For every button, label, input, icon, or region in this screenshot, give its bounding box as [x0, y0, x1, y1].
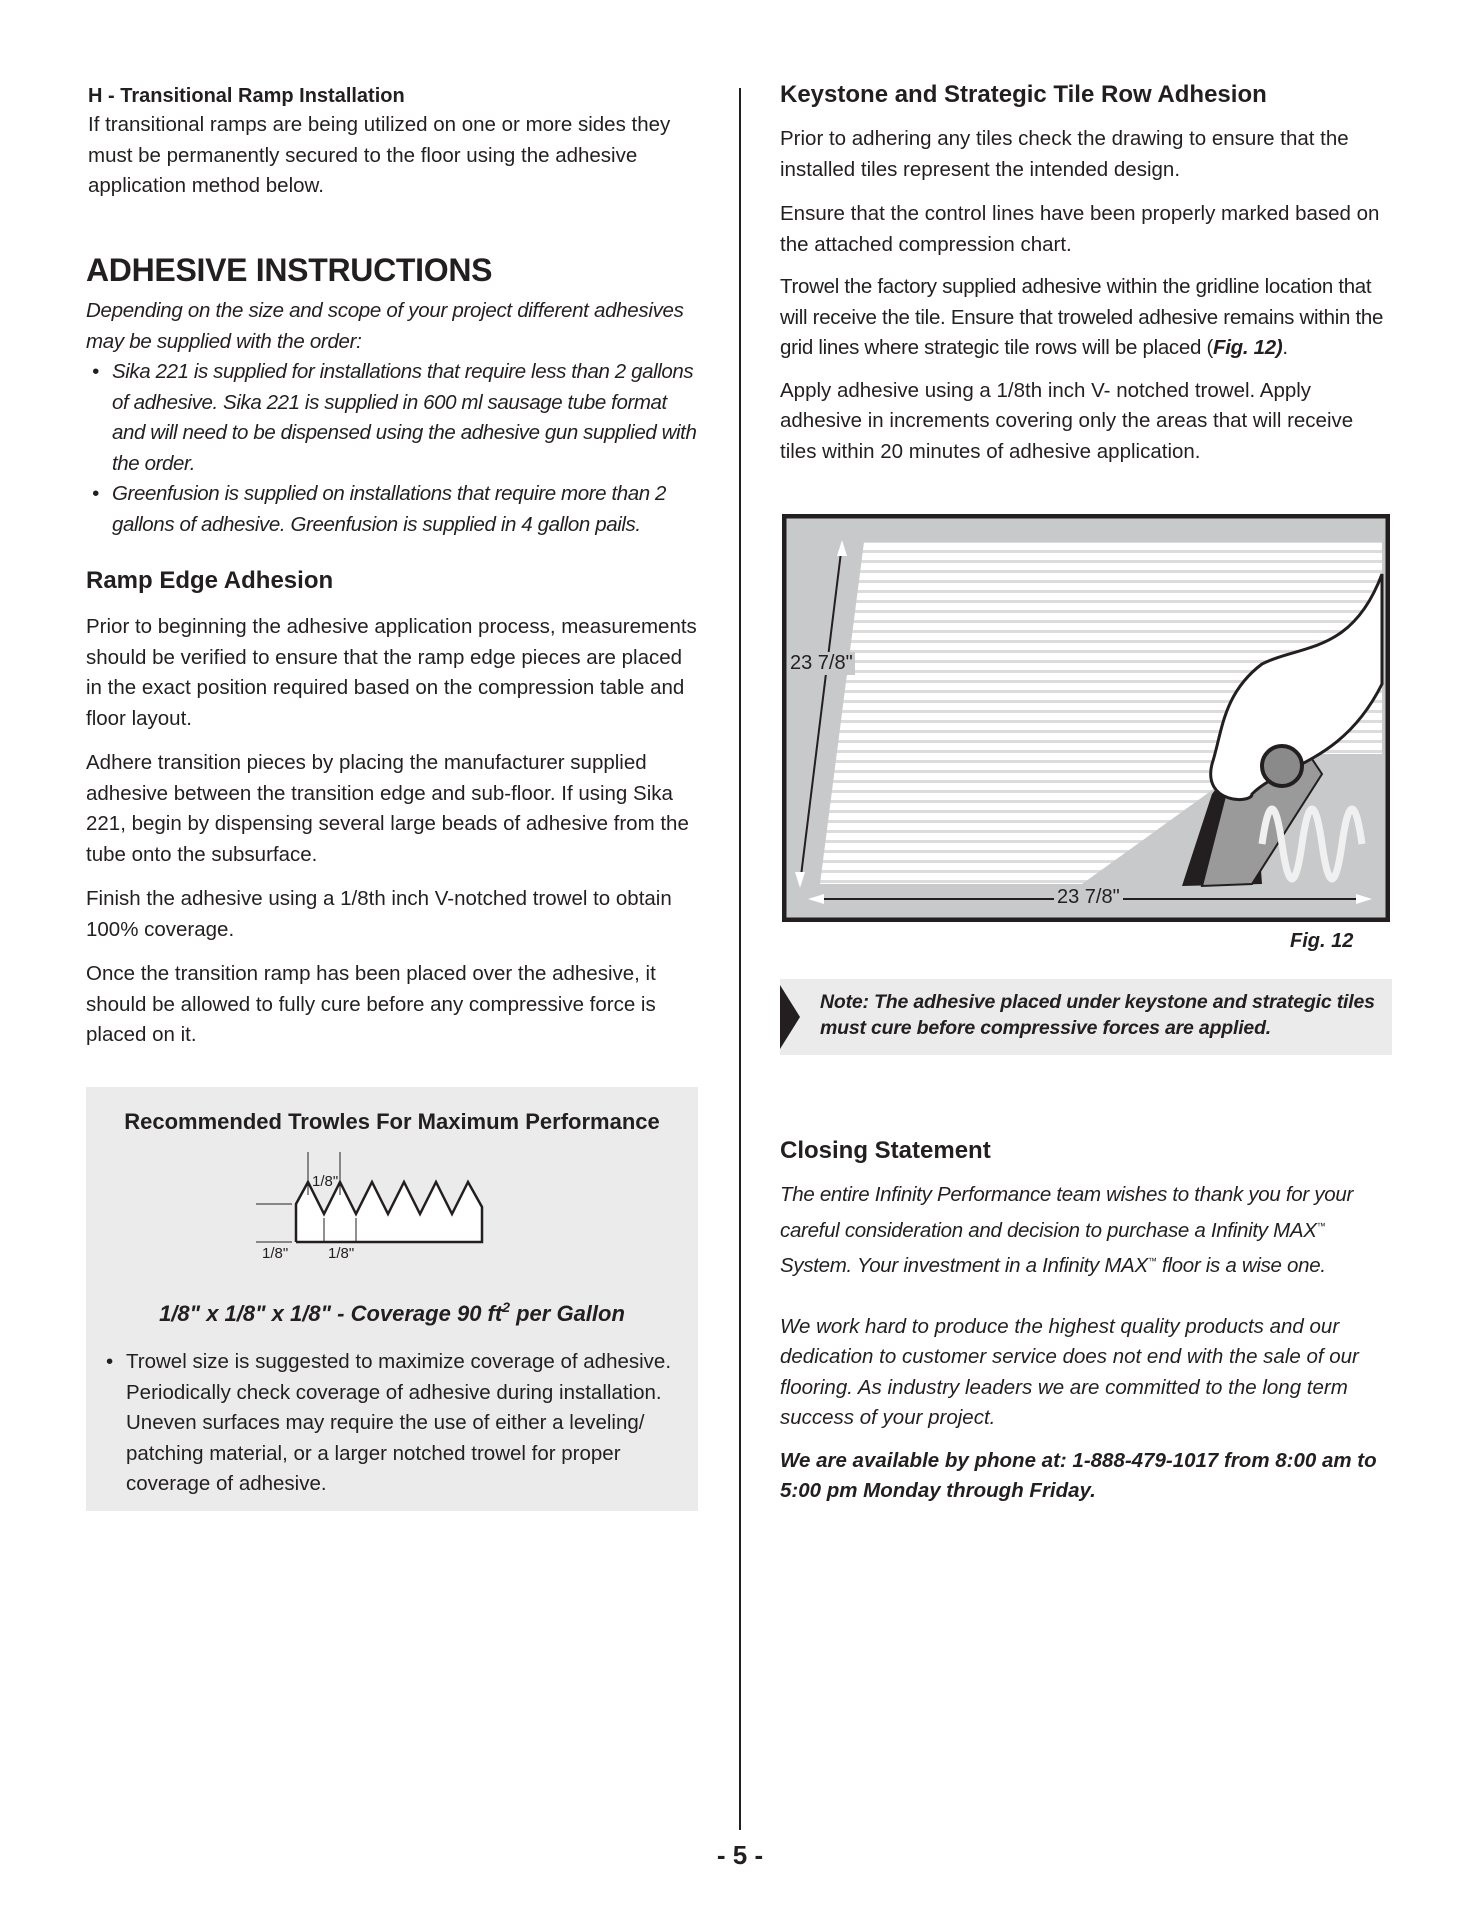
bullet-text: Greenfusion is supplied on installations that require more than 2 gallons of adhesive. Greenfusion is supplied in 4 gallon pails. — [112, 482, 667, 536]
section-h-title: H - Transitional Ramp Installation — [88, 85, 405, 107]
adhesive-bullet — [86, 357, 700, 479]
ramp-edge-title: Ramp Edge Adhesion — [86, 567, 334, 594]
figure-caption: Fig. 12 — [1290, 930, 1354, 952]
ramp-edge-paragraph: Adhere transition pieces by placing the manufacturer supplied adhesive between the transition edge and sub-floor. If using Sika 221, begin by dispensing several large beads of adhesive from the tube onto the subsurface. — [86, 751, 689, 866]
caption-text: 1/8" x 1/8" x 1/8" - Coverage 90 ft — [159, 1301, 503, 1326]
horizontal-dimension-label: 23 7/8" — [1054, 886, 1123, 909]
keystone-paragraph: Apply adhesive using a 1/8th inch V- notched trowel. Apply adhesive in increments covering only the areas that will receive tiles within 20 minutes of adhesive application. — [780, 378, 1354, 463]
closing-contact: We are available by phone at: 1-888-479-1017 from 8:00 am to 5:00 pm Monday through Friday. — [780, 1448, 1377, 1502]
trowel-bullet — [100, 1347, 706, 1500]
bullet-glyph: • — [106, 1350, 114, 1373]
figure-reference: Fig. 12) — [1213, 336, 1283, 359]
ramp-edge-paragraph: Once the transition ramp has been placed over the adhesive, it should be allowed to fully cure before any compressive force is placed on it. — [86, 962, 656, 1046]
adhesive-bullet — [86, 479, 700, 540]
note-callout — [780, 979, 1392, 1055]
vertical-dimension-label: 23 7/8" — [790, 652, 853, 674]
keystone-paragraph: Ensure that the control lines have been properly marked based on the attached compression chart. — [780, 202, 1380, 256]
closing-paragraph — [780, 1180, 1394, 1282]
page-number: - 5 - — [716, 1840, 764, 1870]
adhesive-instructions — [86, 250, 700, 540]
paragraph-text: System. Your investment in a Infinity MAX — [780, 1254, 1148, 1277]
section-h — [88, 82, 700, 202]
caption-text: per Gallon — [510, 1301, 625, 1326]
trademark-symbol: ™ — [1147, 1256, 1157, 1266]
column-divider — [739, 88, 741, 1830]
paragraph-text: The entire Infinity Performance team wishes to thank you for your careful consideration and decision to purchase a Infinity MAX — [780, 1183, 1353, 1242]
trowel-caption — [86, 1299, 698, 1327]
ramp-edge-paragraph: Finish the adhesive using a 1/8th inch V-notched trowel to obtain 100% coverage. — [86, 887, 672, 941]
ramp-edge-paragraph: Prior to beginning the adhesive application process, measurements should be verified to ensure that the ramp edge pieces are placed in the exact position required based on the compression table and floor layout. — [86, 615, 697, 730]
dim-label-top: 1/8" — [312, 1173, 339, 1190]
adhesive-intro: Depending on the size and scope of your project different adhesives may be supplied with the order: — [86, 299, 684, 353]
dim-label-left: 1/8" — [262, 1245, 289, 1262]
bullet-text: Trowel size is suggested to maximize coverage of adhesive. Periodically check coverage of adhesive during installation. Uneven surfaces may require the use of either a leveling/ patching material, or a larger notched trowel for proper coverage of adhesive. — [126, 1350, 672, 1495]
note-text: Note: The adhesive placed under keystone and strategic tiles must cure before compressive forces are applied. — [820, 991, 1375, 1039]
trowel-notch-diagram — [206, 1152, 506, 1272]
paragraph-text: . — [1282, 336, 1288, 359]
caption-superscript: 2 — [502, 1299, 510, 1315]
adhesive-instructions-title: ADHESIVE INSTRUCTIONS — [86, 252, 493, 288]
figure-12 — [782, 514, 1390, 922]
trowel-recommendation-box — [86, 1087, 698, 1511]
trowel-handle-icon — [1262, 746, 1302, 786]
paragraph-text: floor is a wise one. — [1156, 1254, 1326, 1277]
paragraph-text: Trowel the factory supplied adhesive within the gridline location that will receive the tile. Ensure that troweled adhesive remains within the grid lines where strategic tile rows will be placed ( — [780, 275, 1384, 359]
keystone-title: Keystone and Strategic Tile Row Adhesion — [780, 81, 1267, 108]
ramp-edge-section — [86, 566, 700, 1051]
bullet-glyph: • — [92, 482, 99, 505]
section-h-body: If transitional ramps are being utilized on one or more sides they must be permanently secured to the floor using the adhesive application method below. — [88, 113, 671, 197]
keystone-paragraph — [780, 272, 1394, 364]
bullet-glyph: • — [92, 360, 99, 383]
trademark-symbol: ™ — [1316, 1220, 1326, 1231]
closing-title: Closing Statement — [780, 1137, 991, 1164]
dim-label-bottom: 1/8" — [328, 1245, 355, 1262]
bullet-text: Sika 221 is supplied for installations that require less than 2 gallons of adhesive. Sika 221 is supplied in 600 ml sausage tube format and will need to be dispensed using the adhesive gun supplied with the order. — [112, 360, 697, 475]
closing-section — [780, 1136, 1394, 1507]
trowel-box-title: Recommended Trowles For Maximum Performance — [124, 1109, 660, 1134]
note-arrow-icon — [780, 985, 800, 1049]
trowel-illustration — [782, 514, 1390, 922]
keystone-paragraph: Prior to adhering any tiles check the drawing to ensure that the installed tiles represent the intended design. — [780, 127, 1349, 181]
closing-paragraph: We work hard to produce the highest quality products and our dedication to customer service does not end with the sale of our flooring. As industry leaders we are committed to the long term success of your project. — [780, 1314, 1359, 1429]
keystone-section — [780, 80, 1394, 467]
